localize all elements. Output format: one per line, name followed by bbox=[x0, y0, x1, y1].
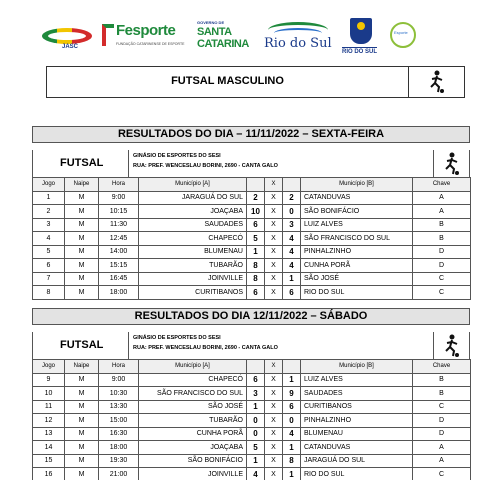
game-naipe: M bbox=[65, 232, 99, 246]
team-a: CHAPECÓ bbox=[139, 232, 247, 246]
score-a: 5 bbox=[247, 232, 265, 246]
team-a: SÃO JOSÉ bbox=[139, 400, 247, 414]
game-number: 14 bbox=[33, 441, 65, 455]
group-key: D bbox=[413, 245, 471, 259]
group-key: A bbox=[413, 454, 471, 468]
table-row bbox=[33, 454, 471, 468]
logos-row bbox=[40, 18, 460, 58]
score-a: 1 bbox=[247, 454, 265, 468]
versus-mark: X bbox=[265, 427, 283, 441]
score-b: 2 bbox=[283, 191, 301, 205]
column-header: Município [B] bbox=[301, 360, 413, 374]
score-b: 4 bbox=[283, 245, 301, 259]
game-naipe: M bbox=[65, 218, 99, 232]
jasc-logo bbox=[40, 24, 96, 52]
game-time: 14:00 bbox=[99, 245, 139, 259]
versus-mark: X bbox=[265, 286, 283, 300]
game-naipe: M bbox=[65, 259, 99, 273]
game-naipe: M bbox=[65, 286, 99, 300]
team-b: LUIZ ALVES bbox=[301, 218, 413, 232]
score-a: 10 bbox=[247, 205, 265, 219]
score-a: 0 bbox=[247, 414, 265, 428]
team-b: SÃO FRANCISCO DO SUL bbox=[301, 232, 413, 246]
versus-mark: X bbox=[265, 259, 283, 273]
venue-icon-cell bbox=[433, 332, 469, 359]
table-row bbox=[33, 205, 471, 219]
score-b: 1 bbox=[283, 272, 301, 286]
score-b: 1 bbox=[283, 468, 301, 480]
team-b: JARAGUÁ DO SUL bbox=[301, 454, 413, 468]
column-header bbox=[283, 360, 301, 374]
score-b: 4 bbox=[283, 232, 301, 246]
table-row bbox=[33, 218, 471, 232]
prefeitura-logo bbox=[342, 18, 382, 58]
group-key: D bbox=[413, 414, 471, 428]
group-key: D bbox=[413, 427, 471, 441]
venue-name: GINÁSIO DE ESPORTES DO SESI bbox=[133, 153, 221, 159]
table-row bbox=[33, 387, 471, 401]
score-a: 0 bbox=[247, 427, 265, 441]
versus-mark: X bbox=[265, 218, 283, 232]
team-b: BLUMENAU bbox=[301, 427, 413, 441]
versus-mark: X bbox=[265, 373, 283, 387]
game-naipe: M bbox=[65, 205, 99, 219]
score-b: 0 bbox=[283, 414, 301, 428]
score-a: 2 bbox=[247, 191, 265, 205]
game-number: 12 bbox=[33, 414, 65, 428]
score-b: 3 bbox=[283, 218, 301, 232]
column-header: X bbox=[265, 360, 283, 374]
game-naipe: M bbox=[65, 191, 99, 205]
game-time: 18:00 bbox=[99, 286, 139, 300]
game-number: 8 bbox=[33, 286, 65, 300]
team-a: CUNHA PORÃ bbox=[139, 427, 247, 441]
group-key: B bbox=[413, 373, 471, 387]
game-naipe: M bbox=[65, 427, 99, 441]
esporte-logo-text: Esporte bbox=[394, 30, 408, 35]
venue-address: RUA: PREF. WENCESLAU BORINI, 2690 - CANTA GALO bbox=[133, 345, 278, 351]
jasc-logo-text: JASC bbox=[62, 44, 79, 50]
versus-mark: X bbox=[265, 454, 283, 468]
venue-header bbox=[32, 150, 470, 178]
team-a: JOINVILLE bbox=[139, 272, 247, 286]
sport-label: FUTSAL bbox=[33, 150, 129, 177]
score-b: 6 bbox=[283, 400, 301, 414]
score-a: 3 bbox=[247, 387, 265, 401]
fesporte-logo bbox=[102, 18, 188, 58]
day-banner: RESULTADOS DO DIA 12/11/2022 – SÁBADO bbox=[32, 308, 470, 325]
game-time: 10:30 bbox=[99, 387, 139, 401]
score-a: 5 bbox=[247, 441, 265, 455]
game-number: 3 bbox=[33, 218, 65, 232]
column-header: Município [A] bbox=[139, 178, 247, 192]
table-row bbox=[33, 441, 471, 455]
game-time: 16:45 bbox=[99, 272, 139, 286]
game-naipe: M bbox=[65, 400, 99, 414]
team-b: CURITIBANOS bbox=[301, 400, 413, 414]
table-row bbox=[33, 272, 471, 286]
group-key: C bbox=[413, 468, 471, 480]
group-key: B bbox=[413, 232, 471, 246]
team-a: BLUMENAU bbox=[139, 245, 247, 259]
versus-mark: X bbox=[265, 191, 283, 205]
venue-name: GINÁSIO DE ESPORTES DO SESI bbox=[133, 335, 221, 341]
team-a: SÃO BONIFÁCIO bbox=[139, 454, 247, 468]
sc-logo-small: GOVERNO DE bbox=[197, 20, 225, 25]
venue-header bbox=[32, 332, 470, 360]
group-key: D bbox=[413, 259, 471, 273]
game-time: 15:15 bbox=[99, 259, 139, 273]
score-b: 1 bbox=[283, 441, 301, 455]
versus-mark: X bbox=[265, 245, 283, 259]
column-header: Jogo bbox=[33, 360, 65, 374]
group-key: A bbox=[413, 441, 471, 455]
score-a: 1 bbox=[247, 400, 265, 414]
game-time: 13:30 bbox=[99, 400, 139, 414]
game-naipe: M bbox=[65, 454, 99, 468]
column-header bbox=[247, 178, 265, 192]
game-number: 10 bbox=[33, 387, 65, 401]
score-b: 4 bbox=[283, 427, 301, 441]
game-time: 9:00 bbox=[99, 191, 139, 205]
game-number: 5 bbox=[33, 245, 65, 259]
table-row bbox=[33, 259, 471, 273]
venue-address: RUA: PREF. WENCESLAU BORINI, 2690 - CANTA GALO bbox=[133, 163, 278, 169]
versus-mark: X bbox=[265, 414, 283, 428]
page-title: FUTSAL MASCULINO bbox=[171, 75, 284, 87]
game-naipe: M bbox=[65, 373, 99, 387]
group-key: C bbox=[413, 272, 471, 286]
group-key: C bbox=[413, 286, 471, 300]
group-key: A bbox=[413, 205, 471, 219]
team-a: JOAÇABA bbox=[139, 205, 247, 219]
team-a: JARAGUÁ DO SUL bbox=[139, 191, 247, 205]
day-banner: RESULTADOS DO DIA – 11/11/2022 – SEXTA-FEIRA bbox=[32, 126, 470, 143]
column-header: Município [A] bbox=[139, 360, 247, 374]
game-naipe: M bbox=[65, 414, 99, 428]
versus-mark: X bbox=[265, 441, 283, 455]
game-number: 15 bbox=[33, 454, 65, 468]
game-naipe: M bbox=[65, 245, 99, 259]
team-a: SAUDADES bbox=[139, 218, 247, 232]
team-a: SÃO FRANCISCO DO SUL bbox=[139, 387, 247, 401]
table-header-row bbox=[33, 360, 471, 374]
team-b: SÃO JOSÉ bbox=[301, 272, 413, 286]
team-a: TUBARÃO bbox=[139, 414, 247, 428]
score-b: 9 bbox=[283, 387, 301, 401]
versus-mark: X bbox=[265, 205, 283, 219]
table-row bbox=[33, 373, 471, 387]
soccer-player-icon bbox=[442, 334, 462, 358]
versus-mark: X bbox=[265, 232, 283, 246]
title-box bbox=[46, 66, 465, 98]
score-a: 1 bbox=[247, 245, 265, 259]
table-row bbox=[33, 427, 471, 441]
group-key: B bbox=[413, 218, 471, 232]
column-header bbox=[283, 178, 301, 192]
team-a: TUBARÃO bbox=[139, 259, 247, 273]
group-key: A bbox=[413, 191, 471, 205]
game-number: 16 bbox=[33, 468, 65, 480]
team-b: CATANDUVAS bbox=[301, 441, 413, 455]
game-time: 15:00 bbox=[99, 414, 139, 428]
soccer-player-icon bbox=[442, 152, 462, 176]
venue-icon-cell bbox=[433, 150, 469, 177]
game-naipe: M bbox=[65, 387, 99, 401]
games-table bbox=[32, 359, 471, 480]
table-row bbox=[33, 414, 471, 428]
team-a: JOAÇABA bbox=[139, 441, 247, 455]
column-header: Chave bbox=[413, 178, 471, 192]
column-header: Naipe bbox=[65, 360, 99, 374]
game-number: 6 bbox=[33, 259, 65, 273]
team-b: RIO DO SUL bbox=[301, 286, 413, 300]
score-a: 6 bbox=[247, 373, 265, 387]
table-row bbox=[33, 232, 471, 246]
column-header: Município [B] bbox=[301, 178, 413, 192]
game-time: 16:30 bbox=[99, 427, 139, 441]
title-icon-cell bbox=[408, 67, 464, 97]
column-header: Jogo bbox=[33, 178, 65, 192]
sc-logo-line2: CATARINA bbox=[197, 38, 249, 50]
versus-mark: X bbox=[265, 468, 283, 480]
score-a: 6 bbox=[247, 286, 265, 300]
column-header: X bbox=[265, 178, 283, 192]
team-b: SAUDADES bbox=[301, 387, 413, 401]
table-row bbox=[33, 400, 471, 414]
games-table bbox=[32, 177, 471, 300]
team-b: PINHALZINHO bbox=[301, 245, 413, 259]
soccer-player-icon bbox=[427, 70, 447, 94]
score-b: 0 bbox=[283, 205, 301, 219]
game-number: 7 bbox=[33, 272, 65, 286]
team-b: CATANDUVAS bbox=[301, 191, 413, 205]
game-time: 9:00 bbox=[99, 373, 139, 387]
fesporte-logo-text: Fesporte bbox=[116, 22, 176, 39]
game-naipe: M bbox=[65, 468, 99, 480]
table-header-row bbox=[33, 178, 471, 192]
column-header bbox=[247, 360, 265, 374]
column-header: Hora bbox=[99, 178, 139, 192]
score-a: 8 bbox=[247, 259, 265, 273]
score-a: 4 bbox=[247, 468, 265, 480]
game-number: 1 bbox=[33, 191, 65, 205]
score-a: 8 bbox=[247, 272, 265, 286]
versus-mark: X bbox=[265, 387, 283, 401]
game-number: 4 bbox=[33, 232, 65, 246]
game-time: 12:45 bbox=[99, 232, 139, 246]
group-key: C bbox=[413, 400, 471, 414]
column-header: Chave bbox=[413, 360, 471, 374]
versus-mark: X bbox=[265, 400, 283, 414]
team-a: JOINVILLE bbox=[139, 468, 247, 480]
group-key: B bbox=[413, 387, 471, 401]
team-a: CHAPECÓ bbox=[139, 373, 247, 387]
column-header: Hora bbox=[99, 360, 139, 374]
game-number: 2 bbox=[33, 205, 65, 219]
game-time: 11:30 bbox=[99, 218, 139, 232]
game-number: 13 bbox=[33, 427, 65, 441]
team-a: CURITIBANOS bbox=[139, 286, 247, 300]
team-b: RIO DO SUL bbox=[301, 468, 413, 480]
table-row bbox=[33, 245, 471, 259]
team-b: LUIZ ALVES bbox=[301, 373, 413, 387]
score-a: 6 bbox=[247, 218, 265, 232]
rio-do-sul-logo bbox=[260, 18, 338, 58]
team-b: PINHALZINHO bbox=[301, 414, 413, 428]
score-b: 6 bbox=[283, 286, 301, 300]
sc-logo-line1: SANTA bbox=[197, 26, 232, 38]
score-b: 8 bbox=[283, 454, 301, 468]
fesporte-logo-subtitle: FUNDAÇÃO CATARINENSE DE ESPORTE bbox=[116, 42, 185, 46]
game-time: 21:00 bbox=[99, 468, 139, 480]
game-time: 19:30 bbox=[99, 454, 139, 468]
team-b: SÃO BONIFÁCIO bbox=[301, 205, 413, 219]
table-row bbox=[33, 468, 471, 480]
game-number: 11 bbox=[33, 400, 65, 414]
esporte-logo bbox=[386, 18, 418, 58]
versus-mark: X bbox=[265, 272, 283, 286]
column-header: Naipe bbox=[65, 178, 99, 192]
santa-catarina-logo bbox=[195, 18, 255, 58]
sport-label: FUTSAL bbox=[33, 332, 129, 359]
prefeitura-logo-text: RIO DO SUL bbox=[342, 49, 378, 55]
score-b: 1 bbox=[283, 373, 301, 387]
game-naipe: M bbox=[65, 441, 99, 455]
game-naipe: M bbox=[65, 272, 99, 286]
table-row bbox=[33, 191, 471, 205]
team-b: CUNHA PORÃ bbox=[301, 259, 413, 273]
rio-do-sul-logo-text: Rio do Sul bbox=[264, 36, 332, 51]
game-time: 10:15 bbox=[99, 205, 139, 219]
score-b: 4 bbox=[283, 259, 301, 273]
table-row bbox=[33, 286, 471, 300]
game-number: 9 bbox=[33, 373, 65, 387]
game-time: 18:00 bbox=[99, 441, 139, 455]
